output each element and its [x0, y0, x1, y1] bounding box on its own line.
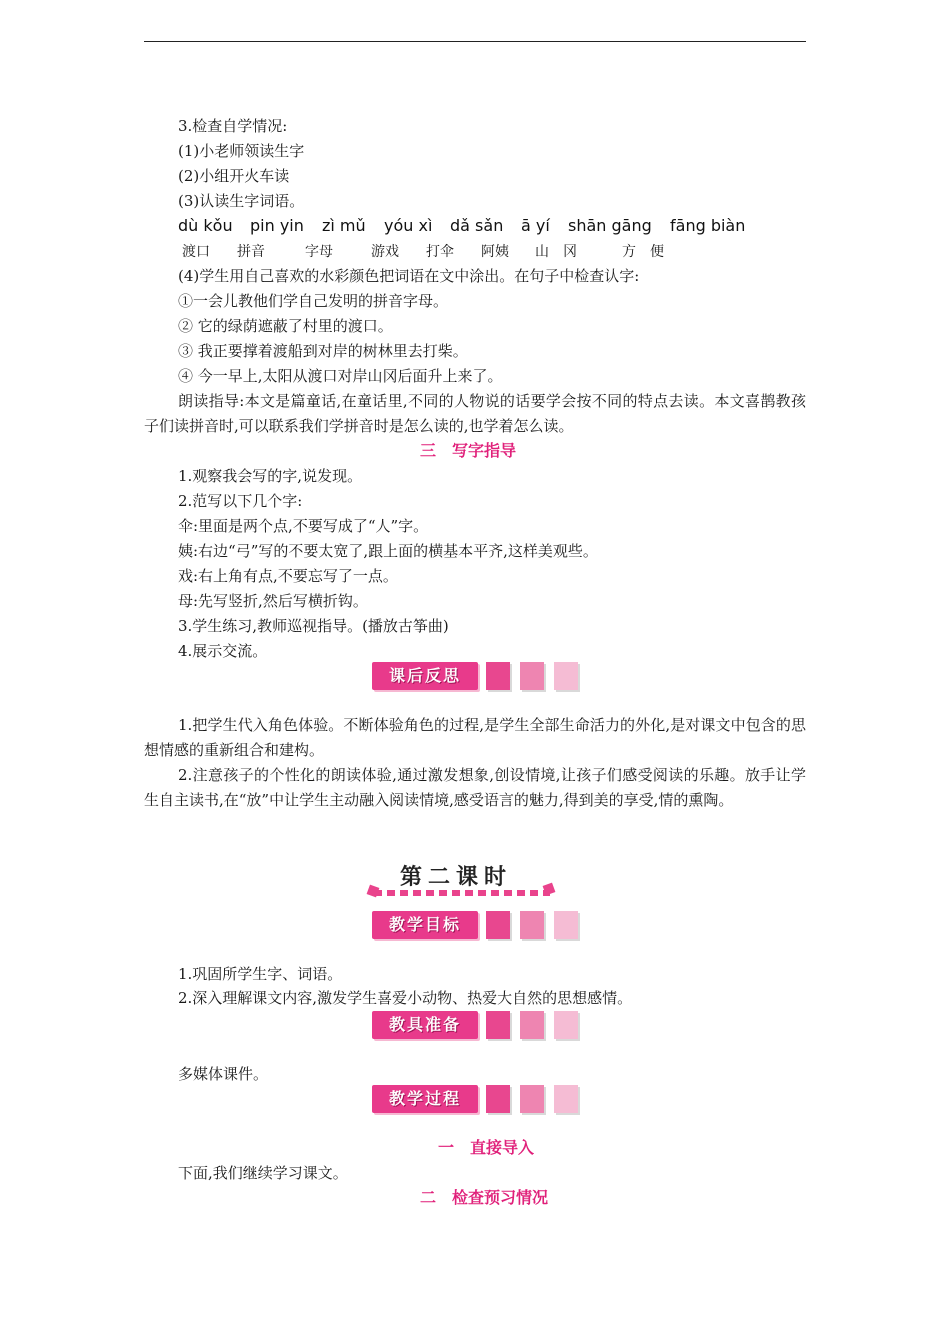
banner-reflection	[372, 662, 582, 692]
banner-square-mid	[520, 662, 544, 690]
word-8: 方 便	[622, 244, 664, 260]
banner-label: 教具准备	[372, 1011, 478, 1039]
goal-2: 2.深入理解课文内容,激发学生喜爱小动物、热爱大自然的思想感情。	[178, 989, 633, 1007]
reflection-paragraph-2: 2.注意孩子的个性化的朗读体验,通过激发想象,创设情境,让孩子们感受阅读的乐趣。放手让学生自主读书,在“放”中让学生主动融入阅读情境,感受语言的魅力,得到美的享受,情的熏陶。	[144, 766, 806, 809]
pinyin-5: dǎ sǎn	[450, 216, 504, 235]
banner-square-dark	[486, 662, 510, 690]
banner-square-dark	[486, 1011, 510, 1039]
sentence-2: ② 它的绿荫遮蔽了村里的渡口。	[178, 317, 393, 335]
writing-item-2: 2.范写以下几个字:	[178, 492, 303, 510]
word-2: 拼音	[237, 244, 265, 260]
writing-item-1: 1.观察我会写的字,说发现。	[178, 467, 363, 485]
word-1: 渡口	[182, 244, 210, 260]
banner-label: 教学过程	[372, 1085, 478, 1113]
banner-square-light	[554, 662, 578, 690]
banner-label: 课后反思	[372, 662, 478, 690]
char-note-2: 姨:右边“弓”写的不要太宽了,跟上面的横基本平齐,这样美观些。	[178, 542, 598, 560]
ribbon-right-cap	[543, 883, 556, 896]
banner-square-light	[554, 1011, 578, 1039]
banner-square-mid	[520, 1011, 544, 1039]
banner-square-light	[554, 911, 578, 939]
banner-label: 教学目标	[372, 911, 478, 939]
section-heading-writing: 三 写字指导	[420, 441, 517, 460]
char-note-1: 伞:里面是两个点,不要写成了“人”字。	[178, 517, 429, 535]
step-4: (4)学生用自己喜欢的水彩颜色把词语在文中涂出。在句子中检查认字:	[178, 267, 640, 285]
step-3: (3)认读生字词语。	[178, 192, 305, 210]
sentence-4: ④ 今一早上,太阳从渡口对岸山冈后面升上来了。	[178, 367, 503, 385]
goal-1: 1.巩固所学生字、词语。	[178, 965, 343, 983]
step-2: (2)小组开火车读	[178, 167, 290, 185]
pinyin-4: yóu xì	[384, 216, 433, 235]
banner-square-dark	[486, 911, 510, 939]
pinyin-2: pin yin	[250, 216, 304, 235]
intro-text: 下面,我们继续学习课文。	[178, 1164, 348, 1182]
writing-item-3: 3.学生练习,教师巡视指导。(播放古筝曲)	[178, 617, 449, 635]
lesson-title-block	[370, 856, 560, 906]
pinyin-3: zì mǔ	[322, 216, 366, 235]
check-title: 3.检查自学情况:	[178, 117, 288, 135]
step-1: (1)小老师领读生字	[178, 142, 305, 160]
pinyin-6: ā yí	[521, 216, 550, 235]
header-rule	[144, 41, 806, 42]
banner-square-dark	[486, 1085, 510, 1113]
banner-process	[372, 1085, 582, 1115]
word-6: 阿姨	[481, 244, 509, 260]
reading-guide: 朗读指导:本文是篇童话,在童话里,不同的人物说的话要学会按不同的特点去读。本文喜鹊教孩子们读拼音时,可以联系我们学拼音时是怎么读的,也学着怎么读。	[144, 392, 806, 435]
pinyin-7: shān gāng	[568, 216, 652, 235]
banner-tools	[372, 1011, 582, 1041]
tools-text: 多媒体课件。	[178, 1065, 269, 1083]
word-5: 打伞	[426, 244, 454, 260]
sentence-1: ①一会儿教他们学自己发明的拼音字母。	[178, 292, 449, 310]
banner-square-mid	[520, 1085, 544, 1113]
pinyin-8: fāng biàn	[670, 216, 746, 235]
reflection-paragraph-1: 1.把学生代入角色体验。不断体验角色的过程,是学生全部生命活力的外化,是对课文中包含的思想情感的重新组合和建构。	[144, 716, 806, 759]
sentence-3: ③ 我正要撑着渡船到对岸的树林里去打柴。	[178, 342, 468, 360]
banner-square-light	[554, 1085, 578, 1113]
banner-square-mid	[520, 911, 544, 939]
section-heading-intro: 一 直接导入	[438, 1138, 535, 1157]
char-note-4: 母:先写竖折,然后写横折钩。	[178, 592, 368, 610]
word-4: 游戏	[371, 244, 399, 260]
char-note-3: 戏:右上角有点,不要忘写了一点。	[178, 567, 398, 585]
pinyin-1: dù kǒu	[178, 216, 233, 235]
section-heading-preview: 二 检查预习情况	[420, 1188, 549, 1207]
lesson-title: 第二课时	[400, 865, 513, 890]
writing-item-4: 4.展示交流。	[178, 642, 268, 660]
banner-goals	[372, 911, 582, 941]
ribbon-dotted-bar	[374, 890, 550, 896]
word-3: 字母	[305, 244, 333, 260]
word-7: 山 冈	[535, 244, 577, 260]
